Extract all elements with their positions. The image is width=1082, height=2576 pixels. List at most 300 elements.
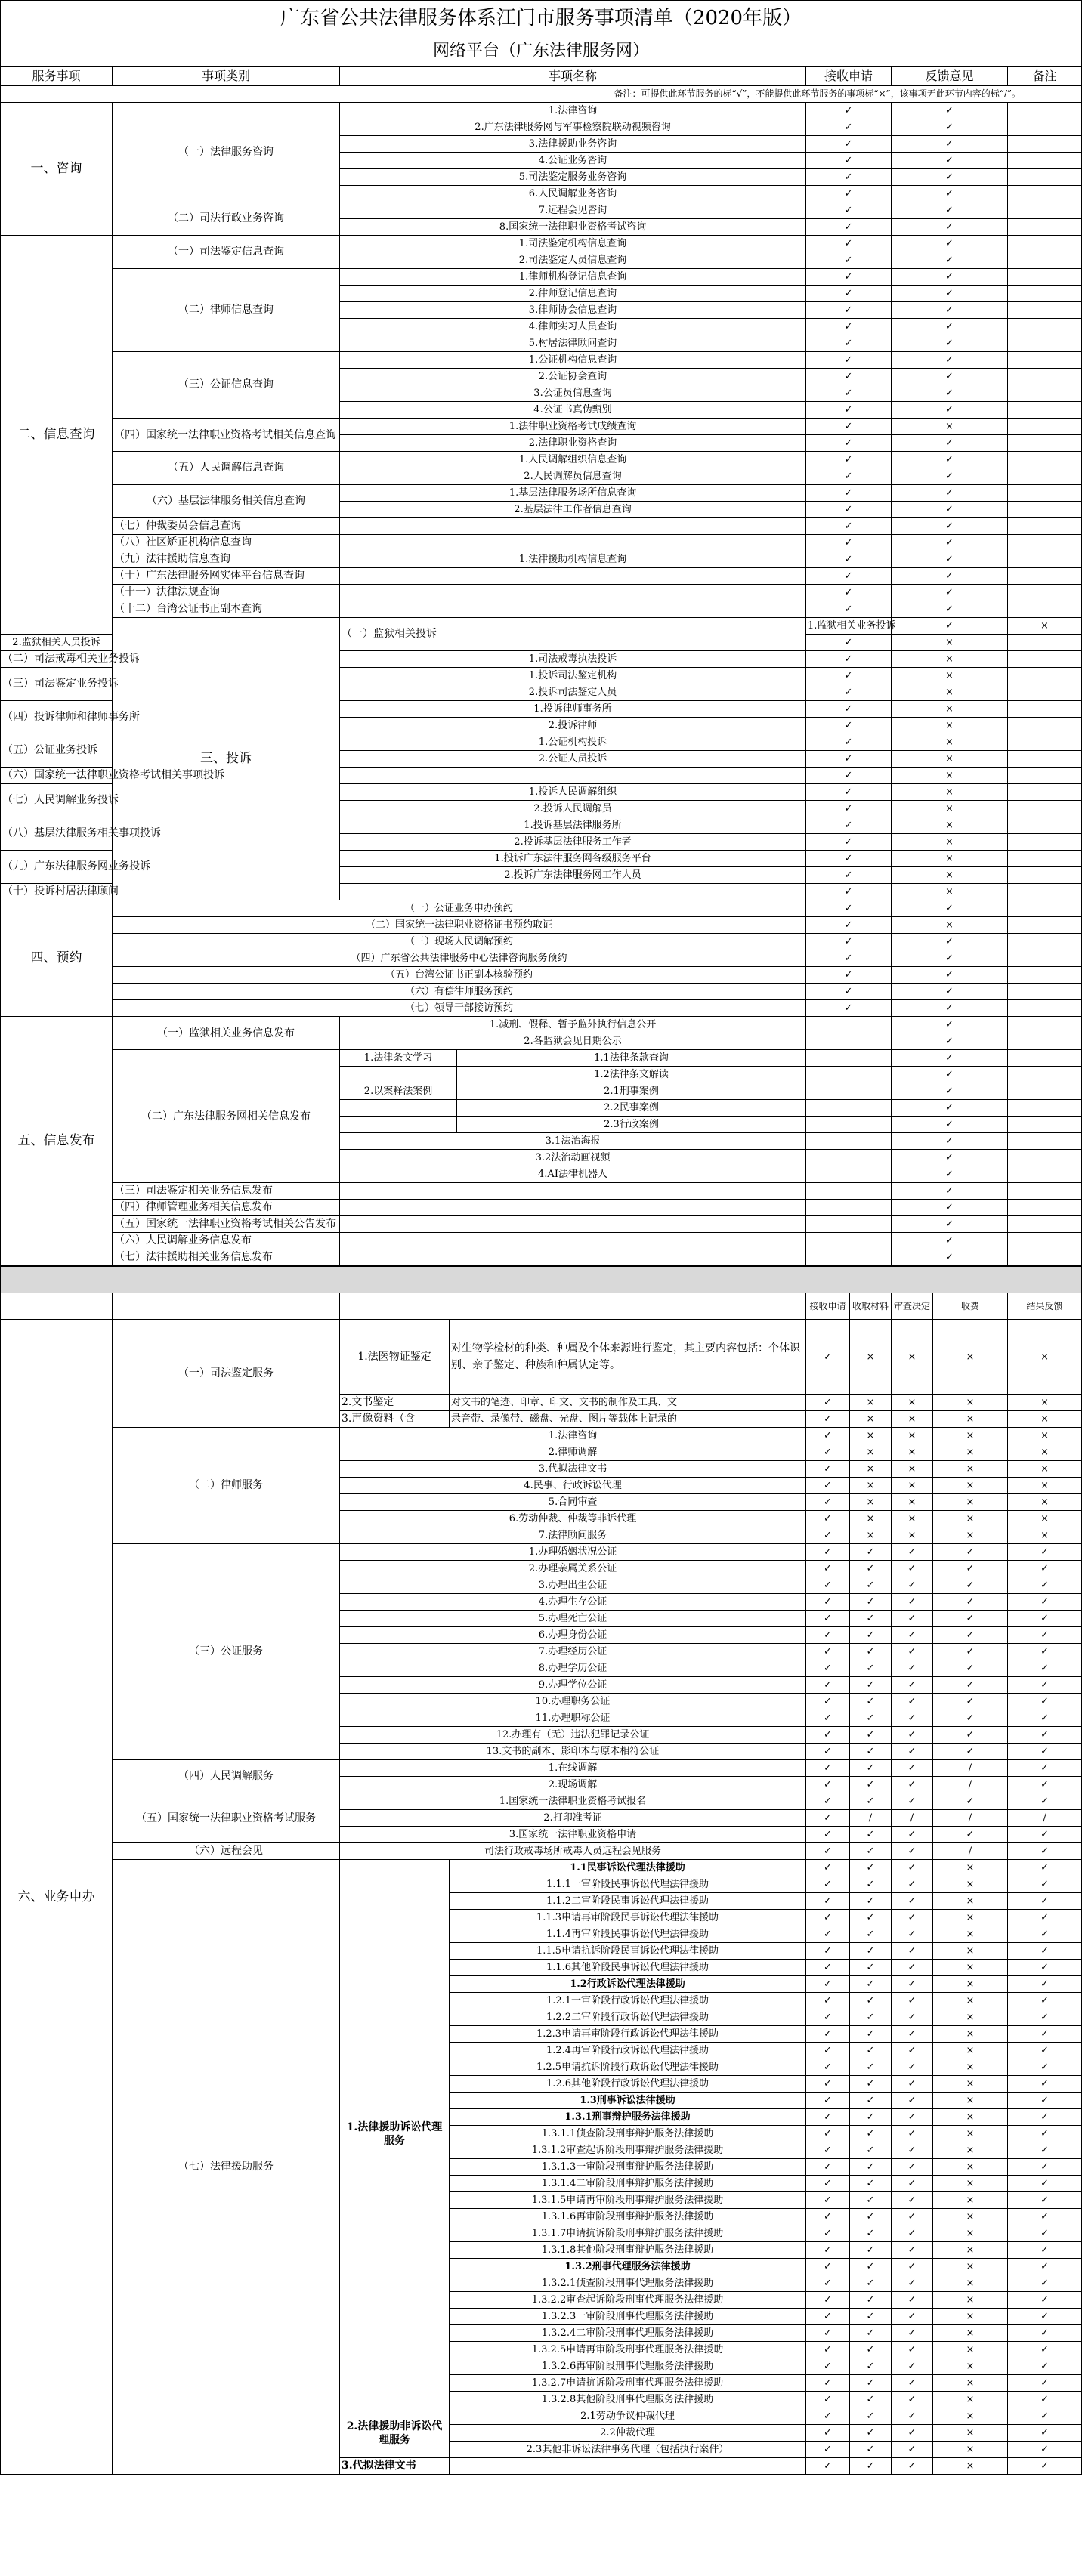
item-name xyxy=(340,535,806,551)
item-name: 5.村居法律顾问查询 xyxy=(340,335,806,352)
mark-cell: × xyxy=(892,1444,933,1461)
item-name: 1.1.3申请再审阶段民事诉讼代理法律援助 xyxy=(450,1910,806,1926)
mark-cell: ✓ xyxy=(850,2209,892,2225)
mark-cell: ✓ xyxy=(892,2225,933,2242)
item-name: 1.办理婚姻状况公证 xyxy=(340,1544,806,1561)
mark-cell: ✓ xyxy=(892,1577,933,1594)
mark-cell: × xyxy=(933,2242,1008,2259)
mark-cell: × xyxy=(933,2176,1008,2192)
remark-cell xyxy=(1008,784,1082,801)
remark-cell xyxy=(1008,1117,1082,1133)
category-cell: （九）广东法律服务网业务投诉 xyxy=(1,851,113,884)
item-name: 7.办理经历公证 xyxy=(340,1644,806,1660)
mark-cell: ✓ xyxy=(892,2392,933,2408)
mark-cell: ✓ xyxy=(806,1760,850,1777)
mark-cell: ✓ xyxy=(806,1943,850,1960)
item-name: 1.2.1一审阶段行政诉讼代理法律援助 xyxy=(450,1993,806,2009)
item-name: 1.1民事诉讼代理法律援助 xyxy=(450,1860,806,1876)
mark-cell: × xyxy=(933,1876,1008,1893)
mark-cell: ✓ xyxy=(892,2093,933,2109)
remark-cell xyxy=(1008,468,1082,485)
mark-cell: ✓ xyxy=(892,2309,933,2325)
mark-cell: ✓ xyxy=(806,452,892,468)
category-cell: （八）社区矫正机构信息查询 xyxy=(113,535,340,551)
mark-cell: × xyxy=(1008,618,1082,635)
remark-cell xyxy=(1008,269,1082,286)
mark-cell: ✓ xyxy=(806,269,892,286)
item-name: 2.投诉司法鉴定人员 xyxy=(340,684,806,701)
item-name: 9.办理学位公证 xyxy=(340,1677,806,1694)
item-split xyxy=(340,1133,806,1150)
mark-cell xyxy=(806,1117,892,1133)
section-title: 一、咨询 xyxy=(1,103,113,236)
mark-cell: ✓ xyxy=(892,2009,933,2026)
mark-cell: × xyxy=(933,2209,1008,2225)
item-name: 2.2仲裁代理 xyxy=(450,2425,806,2442)
legend-note: 备注：可提供此环节服务的标“√”，不能提供此环节服务的事项标“×”，该事项无此环节内容的标“/”。 xyxy=(1,86,1082,103)
mark-cell: ✓ xyxy=(806,136,892,153)
mark-cell: ✓ xyxy=(1008,2076,1082,2093)
mark-cell xyxy=(806,1067,892,1083)
mark-cell: ✓ xyxy=(806,668,892,684)
mark-cell: ✓ xyxy=(892,402,1008,419)
mark-cell: ✓ xyxy=(933,1827,1008,1843)
mark-cell: ✓ xyxy=(850,1760,892,1777)
mark-cell: ✓ xyxy=(933,1744,1008,1760)
column-header: 接收申请 xyxy=(806,67,892,86)
category-cell: （四）人民调解服务 xyxy=(113,1760,340,1793)
mark-cell: ✓ xyxy=(806,2309,850,2325)
item-name xyxy=(340,568,806,585)
mark-cell: × xyxy=(933,1527,1008,1544)
mark-cell: ✓ xyxy=(892,1727,933,1744)
item-name: 1.1.5申请抗诉阶段民事诉讼代理法律援助 xyxy=(450,1943,806,1960)
mark-cell: ✓ xyxy=(892,269,1008,286)
item-name: 1.投诉律师事务所 xyxy=(340,701,806,718)
mark-cell: / xyxy=(933,1810,1008,1827)
item-name: 1.法医物证鉴定 xyxy=(340,1320,450,1395)
remark-cell xyxy=(1008,817,1082,834)
mark-cell: × xyxy=(1008,1320,1082,1395)
category-cell: （十）投诉村居法律顾问 xyxy=(1,884,113,900)
mark-cell: ✓ xyxy=(892,202,1008,219)
item-name: 1.法律职业资格考试成绩查询 xyxy=(340,419,806,435)
mark-cell: ✓ xyxy=(806,2043,850,2059)
category-cell: （三）司法鉴定相关业务信息发布 xyxy=(113,1183,340,1200)
item-name xyxy=(340,768,806,784)
mark-cell: × xyxy=(892,817,1008,834)
mark-cell: ✓ xyxy=(806,153,892,169)
item-name: 3.2法治动画视频 xyxy=(535,1152,611,1163)
mark-cell: × xyxy=(933,2375,1008,2392)
mark-cell: ✓ xyxy=(1008,2192,1082,2209)
mark-cell: ✓ xyxy=(1008,1660,1082,1677)
mark-cell xyxy=(806,1200,892,1216)
mark-cell: ✓ xyxy=(892,502,1008,518)
remark-cell xyxy=(1008,867,1082,884)
remark-cell xyxy=(1008,684,1082,701)
column-header: 接收申请 xyxy=(806,1293,850,1320)
item-name: 2.公证协会查询 xyxy=(340,369,806,385)
remark-cell xyxy=(1008,734,1082,751)
mark-cell xyxy=(806,1050,892,1067)
mark-cell: ✓ xyxy=(892,1544,933,1561)
mark-cell: ✓ xyxy=(892,2026,933,2043)
mark-cell: ✓ xyxy=(892,369,1008,385)
mark-cell: ✓ xyxy=(892,485,1008,502)
mark-cell: ✓ xyxy=(933,1627,1008,1644)
mark-cell: / xyxy=(1008,1810,1082,1827)
mark-cell: ✓ xyxy=(806,1411,850,1428)
mark-cell: ✓ xyxy=(806,2159,850,2176)
mark-cell: ✓ xyxy=(892,2442,933,2458)
table-cell xyxy=(113,1293,340,1320)
mark-cell: ✓ xyxy=(892,1000,1008,1017)
item-name xyxy=(340,585,806,601)
remark-cell xyxy=(1008,153,1082,169)
mark-cell: ✓ xyxy=(806,2458,850,2475)
item-name: 2.司法鉴定人员信息查询 xyxy=(340,252,806,269)
mark-cell: ✓ xyxy=(1008,2176,1082,2192)
mark-cell: ✓ xyxy=(1008,2309,1082,2325)
mark-cell: ✓ xyxy=(892,385,1008,402)
mark-cell: ✓ xyxy=(892,252,1008,269)
item-name: 1.3.2.3一审阶段刑事代理服务法律援助 xyxy=(450,2309,806,2325)
remark-cell xyxy=(1008,1133,1082,1150)
item-name: 1.1.2二审阶段民事诉讼代理法律援助 xyxy=(450,1893,806,1910)
item-name: 2.律师登记信息查询 xyxy=(340,286,806,302)
mark-cell: ✓ xyxy=(850,1694,892,1710)
mark-cell: ✓ xyxy=(892,435,1008,452)
category-cell: （六）国家统一法律职业资格考试相关事项投诉 xyxy=(1,768,113,784)
mark-cell: ✓ xyxy=(806,319,892,335)
mark-cell: × xyxy=(850,1461,892,1478)
mark-cell: × xyxy=(933,1960,1008,1976)
item-name xyxy=(450,2458,806,2475)
mark-cell: ✓ xyxy=(1008,2375,1082,2392)
item-name: 1.1.4再审阶段民事诉讼代理法律援助 xyxy=(450,1926,806,1943)
mark-cell: ✓ xyxy=(806,2176,850,2192)
remark-cell xyxy=(1008,419,1082,435)
remark-cell xyxy=(1008,768,1082,784)
remark-cell xyxy=(1008,485,1082,502)
mark-cell: ✓ xyxy=(1008,1694,1082,1710)
mark-cell: ✓ xyxy=(850,1793,892,1810)
mark-cell: ✓ xyxy=(806,252,892,269)
mark-cell: ✓ xyxy=(933,1727,1008,1744)
mark-cell: ✓ xyxy=(892,2425,933,2442)
mark-cell: × xyxy=(892,1494,933,1511)
mark-cell: ✓ xyxy=(850,2043,892,2059)
mark-cell: ✓ xyxy=(892,286,1008,302)
mark-cell: ✓ xyxy=(892,1694,933,1710)
mark-cell: ✓ xyxy=(892,319,1008,335)
mark-cell: × xyxy=(933,1860,1008,1876)
remark-cell xyxy=(1008,1249,1082,1266)
item-name: 1.法律援助机构信息查询 xyxy=(340,551,806,568)
remark-cell xyxy=(1008,635,1082,651)
mark-cell: ✓ xyxy=(892,618,1008,635)
mark-cell: ✓ xyxy=(892,2126,933,2142)
mark-cell: ✓ xyxy=(806,1860,850,1876)
remark-cell xyxy=(1008,402,1082,419)
mark-cell: ✓ xyxy=(1008,1843,1082,1860)
mark-cell: ✓ xyxy=(933,1577,1008,1594)
mark-cell: ✓ xyxy=(806,1544,850,1561)
mark-cell: ✓ xyxy=(806,103,892,119)
mark-cell: ✓ xyxy=(933,1710,1008,1727)
mark-cell: × xyxy=(933,2292,1008,2309)
mark-cell: × xyxy=(933,2093,1008,2109)
mark-cell: × xyxy=(933,2109,1008,2126)
item-name: （七）领导干部接访预约 xyxy=(113,1000,806,1017)
mark-cell: × xyxy=(892,701,1008,718)
mark-cell: ✓ xyxy=(806,2076,850,2093)
item-name: 1.1法律条款查询 xyxy=(594,1052,669,1064)
mark-cell: ✓ xyxy=(892,1910,933,1926)
mark-cell: ✓ xyxy=(806,502,892,518)
mark-cell: ✓ xyxy=(1008,1744,1082,1760)
mark-cell: ✓ xyxy=(933,1544,1008,1561)
mark-cell: ✓ xyxy=(850,2076,892,2093)
remark-cell xyxy=(1008,369,1082,385)
mark-cell: ✓ xyxy=(806,2026,850,2043)
sub-category xyxy=(340,1067,457,1083)
category-cell: （七）法律援助服务 xyxy=(113,1860,340,2475)
remark-cell xyxy=(1008,186,1082,202)
category-cell: （一）监狱相关投诉 xyxy=(340,618,806,651)
item-name: 3.律师协会信息查询 xyxy=(340,302,806,319)
mark-cell: ✓ xyxy=(892,1777,933,1793)
mark-cell: × xyxy=(892,801,1008,817)
remark-cell xyxy=(1008,1233,1082,1249)
column-header: 结果反馈 xyxy=(1008,1293,1082,1320)
mark-cell: ✓ xyxy=(806,1444,850,1461)
mark-cell: × xyxy=(933,2126,1008,2142)
mark-cell: × xyxy=(1008,1395,1082,1411)
mark-cell: ✓ xyxy=(850,2093,892,2109)
mark-cell: ✓ xyxy=(806,751,892,768)
mark-cell: ✓ xyxy=(806,1428,850,1444)
item-name: 5.合同审查 xyxy=(340,1494,806,1511)
mark-cell: ✓ xyxy=(1008,2275,1082,2292)
mark-cell: ✓ xyxy=(1008,1777,1082,1793)
mark-cell: ✓ xyxy=(892,2192,933,2209)
mark-cell: ✓ xyxy=(806,1993,850,2009)
mark-cell: ✓ xyxy=(806,2242,850,2259)
mark-cell: × xyxy=(933,1478,1008,1494)
mark-cell: ✓ xyxy=(850,2176,892,2192)
mark-cell: ✓ xyxy=(1008,2342,1082,2358)
mark-cell: ✓ xyxy=(806,1561,850,1577)
remark-cell xyxy=(1008,1000,1082,1017)
category-cell: （一）司法鉴定服务 xyxy=(113,1320,340,1428)
mark-cell: ✓ xyxy=(1008,1893,1082,1910)
mark-cell: ✓ xyxy=(892,153,1008,169)
mark-cell: ✓ xyxy=(806,2225,850,2242)
mark-cell: ✓ xyxy=(806,1395,850,1411)
mark-cell: ✓ xyxy=(850,1777,892,1793)
item-name: 1.3.1刑事辩护服务法律援助 xyxy=(450,2109,806,2126)
mark-cell xyxy=(806,1133,892,1150)
mark-cell: ✓ xyxy=(850,1910,892,1926)
remark-cell xyxy=(1008,1200,1082,1216)
remark-cell xyxy=(1008,934,1082,950)
mark-cell: ✓ xyxy=(850,2109,892,2126)
mark-cell: × xyxy=(850,1478,892,1494)
mark-cell: ✓ xyxy=(806,2358,850,2375)
category-cell: （一）法律服务咨询 xyxy=(113,103,340,202)
mark-cell: / xyxy=(892,1810,933,1827)
mark-cell: ✓ xyxy=(806,2375,850,2392)
mark-cell: ✓ xyxy=(892,169,1008,186)
mark-cell: ✓ xyxy=(806,734,892,751)
mark-cell: × xyxy=(933,1395,1008,1411)
remark-cell xyxy=(1008,136,1082,153)
mark-cell: ✓ xyxy=(892,1660,933,1677)
item-split xyxy=(340,1117,806,1133)
item-name: 6.劳动仲裁、仲裁等非诉代理 xyxy=(340,1511,806,1527)
column-header: 收费 xyxy=(933,1293,1008,1320)
mark-cell: × xyxy=(892,718,1008,734)
mark-cell: ✓ xyxy=(892,335,1008,352)
item-name: 4.公证业务咨询 xyxy=(340,153,806,169)
category-cell: （七）人民调解业务投诉 xyxy=(1,784,113,817)
mark-cell: ✓ xyxy=(892,2342,933,2358)
mark-cell: ✓ xyxy=(806,568,892,585)
mark-cell: ✓ xyxy=(1008,2242,1082,2259)
mark-cell: ✓ xyxy=(850,2259,892,2275)
mark-cell: ✓ xyxy=(850,2142,892,2159)
item-name: 2.法律职业资格查询 xyxy=(340,435,806,452)
mark-cell: ✓ xyxy=(850,2392,892,2408)
mark-cell: ✓ xyxy=(806,2392,850,2408)
item-name: 1.监狱相关业务投诉 xyxy=(806,618,892,635)
table-cell xyxy=(340,1293,806,1320)
mark-cell: ✓ xyxy=(1008,1727,1082,1744)
remark-cell xyxy=(1008,435,1082,452)
mark-cell: × xyxy=(1008,1527,1082,1544)
item-name: 7.远程会见咨询 xyxy=(340,202,806,219)
mark-cell: × xyxy=(892,1428,933,1444)
mark-cell: × xyxy=(933,2259,1008,2275)
mark-cell: × xyxy=(850,1511,892,1527)
mark-cell: ✓ xyxy=(892,352,1008,369)
mark-cell: × xyxy=(892,917,1008,934)
item-name: 3.代拟法律文书 xyxy=(340,1461,806,1478)
item-name: 1.3.1.5申请再审阶段刑事辩护服务法律援助 xyxy=(450,2192,806,2209)
mark-cell: ✓ xyxy=(806,867,892,884)
item-name xyxy=(340,1200,806,1216)
mark-cell: ✓ xyxy=(1008,2442,1082,2458)
sub-category: 3.代拟法律文书 xyxy=(340,2458,450,2475)
mark-cell: ✓ xyxy=(892,1216,1008,1233)
item-name: 1.人民调解组织信息查询 xyxy=(340,452,806,468)
mark-cell: ✓ xyxy=(806,2425,850,2442)
category-cell: （二）广东法律服务网相关信息发布 xyxy=(113,1050,340,1183)
mark-cell: ✓ xyxy=(1008,2043,1082,2059)
remark-cell xyxy=(1008,119,1082,136)
item-name: 12.办理有（无）违法犯罪记录公证 xyxy=(340,1727,806,1744)
mark-cell: ✓ xyxy=(850,2408,892,2425)
item-name: 2.1劳动争议仲裁代理 xyxy=(450,2408,806,2425)
mark-cell: / xyxy=(933,1843,1008,1860)
mark-cell: ✓ xyxy=(806,1644,850,1660)
mark-cell: / xyxy=(933,1777,1008,1793)
mark-cell: × xyxy=(933,2408,1008,2425)
item-name: 1.减刑、假释、暂予监外执行信息公开 xyxy=(340,1017,806,1033)
mark-cell: ✓ xyxy=(1008,2458,1082,2475)
mark-cell: ✓ xyxy=(892,468,1008,485)
category-cell: （二）司法行政业务咨询 xyxy=(113,202,340,236)
mark-cell: ✓ xyxy=(806,202,892,219)
item-name: 4.AI法律机器人 xyxy=(538,1169,607,1180)
mark-cell: × xyxy=(933,1910,1008,1926)
mark-cell: × xyxy=(1008,1411,1082,1428)
mark-cell: ✓ xyxy=(806,984,892,1000)
mark-cell: ✓ xyxy=(806,1727,850,1744)
category-cell: （六）人民调解业务信息发布 xyxy=(113,1233,340,1249)
item-name: 3.公证员信息查询 xyxy=(340,385,806,402)
mark-cell: ✓ xyxy=(806,1876,850,1893)
mark-cell: ✓ xyxy=(892,2142,933,2159)
mark-cell: ✓ xyxy=(892,1627,933,1644)
mark-cell: × xyxy=(933,2026,1008,2043)
mark-cell: ✓ xyxy=(806,2009,850,2026)
mark-cell: ✓ xyxy=(850,2009,892,2026)
mark-cell: × xyxy=(1008,1428,1082,1444)
remark-cell xyxy=(1008,917,1082,934)
mark-cell: × xyxy=(850,1494,892,1511)
mark-cell: ✓ xyxy=(1008,2425,1082,2442)
mark-cell: ✓ xyxy=(806,2059,850,2076)
mark-cell: ✓ xyxy=(806,1694,850,1710)
mark-cell: ✓ xyxy=(1008,1926,1082,1943)
mark-cell: ✓ xyxy=(892,2292,933,2309)
mark-cell: ✓ xyxy=(850,1976,892,1993)
mark-cell: ✓ xyxy=(1008,2126,1082,2142)
item-name: 1.3.2.8其他阶段刑事代理服务法律援助 xyxy=(450,2392,806,2408)
mark-cell: ✓ xyxy=(1008,1876,1082,1893)
mark-cell: × xyxy=(892,635,1008,651)
mark-cell: ✓ xyxy=(892,452,1008,468)
mark-cell: ✓ xyxy=(850,1660,892,1677)
mark-cell: ✓ xyxy=(892,1960,933,1976)
mark-cell: ✓ xyxy=(806,485,892,502)
column-header: 事项类别 xyxy=(113,67,340,86)
remark-cell xyxy=(1008,585,1082,601)
item-name: 1.3.1.7申请抗诉阶段刑事辩护服务法律援助 xyxy=(450,2225,806,2242)
mark-cell: ✓ xyxy=(892,2059,933,2076)
mark-cell xyxy=(806,1249,892,1266)
mark-cell: ✓ xyxy=(806,2275,850,2292)
remark-cell xyxy=(1008,1050,1082,1067)
category-cell: （四）投诉律师和律师事务所 xyxy=(1,701,113,734)
mark-cell: ✓ xyxy=(850,1727,892,1744)
mark-cell: ✓ xyxy=(850,1893,892,1910)
mark-cell: ✓ xyxy=(806,1960,850,1976)
mark-cell: ✓ xyxy=(1008,2109,1082,2126)
mark-cell: ✓ xyxy=(850,2275,892,2292)
mark-cell: × xyxy=(892,668,1008,684)
mark-cell: ✓ xyxy=(892,2242,933,2259)
remark-cell xyxy=(1008,103,1082,119)
mark-cell: ✓ xyxy=(892,1843,933,1860)
mark-cell: ✓ xyxy=(892,1744,933,1760)
category-cell: （六）远程会见 xyxy=(113,1843,340,1860)
mark-cell: ✓ xyxy=(806,1677,850,1694)
mark-cell: ✓ xyxy=(850,2375,892,2392)
